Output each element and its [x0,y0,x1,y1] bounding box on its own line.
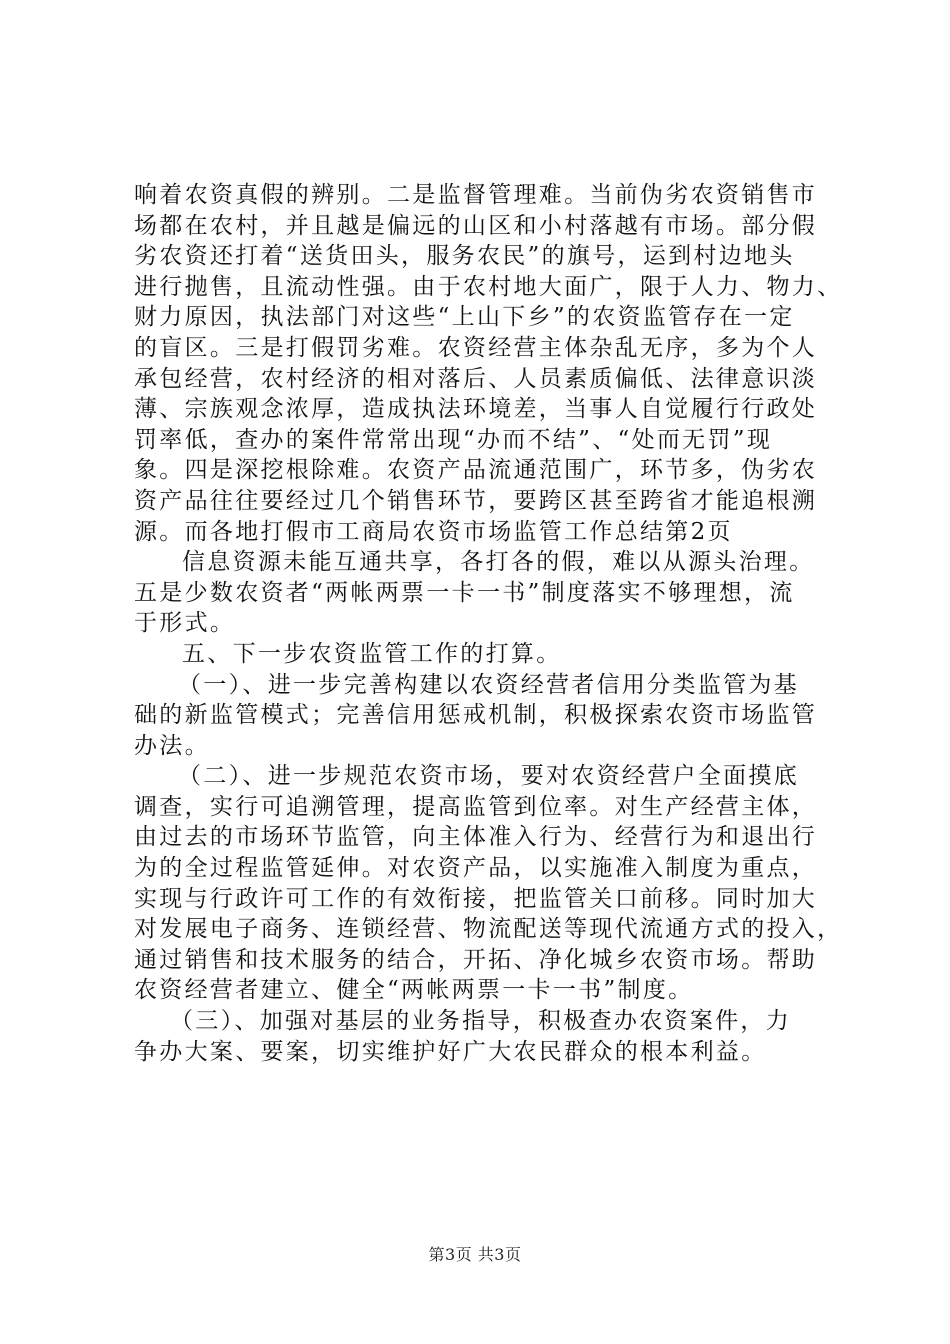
text-line: 信息资源未能互通共享，各打各的假，难以从源头治理。 [182,549,815,576]
text-line: 场都在农村，并且越是偏远的山区和小村落越有市场。部分假 [134,212,818,239]
text-line: 劣农资还打着“送货田头，服务农民”的旗号，运到村边地头 [134,243,795,270]
text-line: （二）、进一步规范农资市场，要对农资经营户全面摸底 [178,763,799,790]
text-line: 资产品往往要经过几个销售环节，要跨区甚至跨省才能追根溯 [134,487,818,514]
text-line: 实现与行政许可工作的有效衔接，把监管关口前移。同时加大 [134,885,818,912]
section-heading: 五、下一步农资监管工作的打算。 [182,640,562,667]
text-line: 础的新监管模式；完善信用惩戒机制，积极探索农资市场监管 [134,702,818,729]
text-line: 进行抛售，且流动性强。由于农村地大面广，限于人力、物力、 [134,273,843,300]
page-footer: 第3页 共3页 [428,1245,522,1264]
text-line: 农资经营者建立、健全“两帐两票一卡一书”制度。 [134,977,694,1004]
text-line: 承包经营，农村经济的相对落后、人员素质偏低、法律意识淡 [134,365,818,392]
text-line: 由过去的市场环节监管，向主体准入行为、经营行为和退出行 [134,824,818,851]
text-line: 薄、宗族观念浓厚，造成执法环境差，当事人自觉履行行政处 [134,396,818,423]
text-line: 五是少数农资者“两帐两票一卡一书”制度落实不够理想，流 [134,579,795,606]
text-line: 调查，实行可追溯管理，提高监管到位率。对生产经营主体， [134,793,818,820]
text-line: 象。四是深挖根除难。农资产品流通范围广，环节多，伪劣农 [134,457,818,484]
text-line: 对发展电子商务、连锁经营、物流配送等现代流通方式的投入， [134,916,843,943]
text-line: （三）、加强对基层的业务指导，积极查办农资案件，力 [170,1008,791,1035]
text-line: 通过销售和技术服务的结合，开拓、净化城乡农资市场。帮助 [134,946,818,973]
document-body [134,180,843,1067]
text-line: 于形式。 [134,610,236,637]
text-line: 的盲区。三是打假罚劣难。农资经营主体杂乱无序，多为个人 [134,334,818,361]
text-line: 为的全过程监管延伸。对农资产品，以实施准入制度为重点， [134,855,818,882]
text-line: 办法。 [134,732,210,759]
text-line: （一）、进一步完善构建以农资经营者信用分类监管为基 [178,671,799,698]
text-line: 罚率低，查办的案件常常出现“办而不结”、“处而无罚”现 [134,426,773,453]
text-line: 财力原因，执法部门对这些“上山下乡”的农资监管存在一定 [134,304,795,331]
text-line: 争办大案、要案，切实维护好广大农民群众的根本利益。 [134,1038,767,1065]
text-line: 响着农资真假的辨别。二是监督管理难。当前伪劣农资销售市 [134,182,818,208]
text-line: 源。而各地打假市工商局农资市场监管工作总结第2页 [134,518,733,545]
